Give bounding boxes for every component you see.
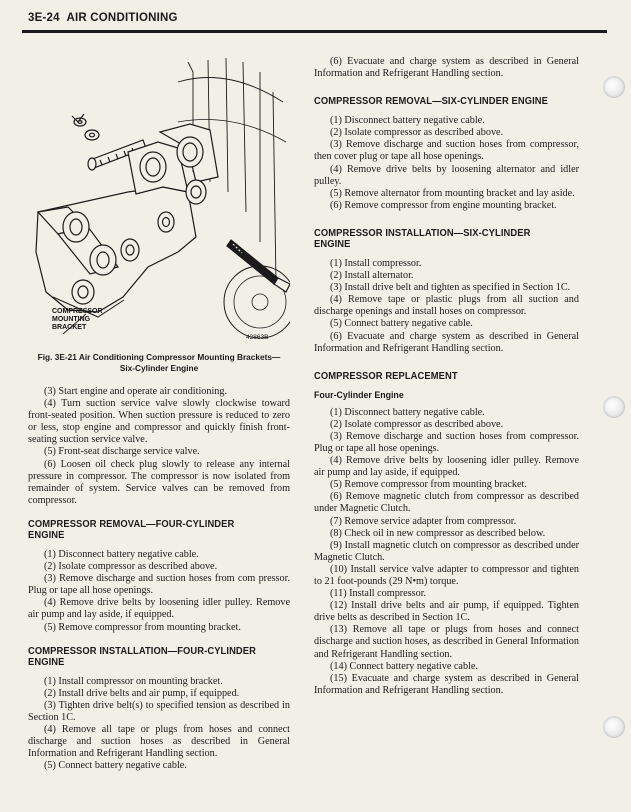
paragraph: (6) Evacuate and charge system as described in General Information and Refrigerant Handling section. [314,56,579,80]
step: (1) Install compressor. [330,257,422,269]
step: (4) Remove drive belts by loosening alternator and idler pulley. [314,163,579,187]
step: (14) Connect battery negative cable. [330,660,478,672]
paragraph: (4) Turn suction service valve slowly clockwise toward front-seated position. When suction pressure is reduced to zero or less, stop engine and compressor and quickly finish front-seating suction service valve. [28,398,290,446]
step: (10) Install service valve adapter to compressor and tighten to 21 foot-pounds (29 N•m) torque. [314,563,579,587]
step: (4) Remove drive belts by loosening idler pulley. Remove air pump and lay aside, if equipped. [314,455,579,479]
subsection-heading: Four-Cylinder Engine [314,389,404,401]
section-heading: COMPRESSOR REPLACEMENT [314,370,458,382]
step: (5) Connect battery negative cable. [330,318,473,330]
binder-hole-icon [603,716,625,738]
step: (2) Install alternator. [330,270,414,282]
step: (15) Evacuate and charge system as described in General Information and Refrigerant Handling section. [314,672,579,696]
right-column [314,56,579,697]
step: (6) Remove compressor from engine mounting bracket. [330,199,557,211]
bracket-illustration-icon [28,52,290,344]
step: (13) Remove all tape or plugs from hoses and connect discharge and suction hoses, as described in General Information and Refrigerant Handling section. [314,624,579,660]
step: (2) Isolate compressor as described above. [330,127,504,139]
step: (4) Remove drive belts by loosening idler pulley. Remove air pump and lay aside, if equipped. [28,597,290,621]
step: (4) Remove tape or plastic plugs from all suction and discharge openings and install hoses on compressor. [314,294,579,318]
header-text: 3E-24 AIR CONDITIONING [28,12,178,24]
step: (1) Disconnect battery negative cable. [330,115,485,127]
section-heading: COMPRESSOR INSTALLATION—SIX-CYLINDER ENGINE [314,227,531,250]
binder-hole-icon [603,76,625,98]
step: (3) Install drive belt and tighten as specified in Section 1C. [330,282,571,294]
section-heading: COMPRESSOR REMOVAL—SIX-CYLINDER ENGINE [314,96,549,108]
compressor-bracket-label: COMPRESSOR MOUNTING BRACKET [52,308,103,331]
step: (2) Install drive belts and air pump, if equipped. [44,687,240,699]
step: (5) Connect battery negative cable. [44,760,187,772]
step: (2) Isolate compressor as described above. [330,418,504,430]
step: (11) Install compressor. [330,588,427,600]
step: (7) Remove service adapter from compressor. [330,515,517,527]
step: (4) Remove all tape or plugs from hoses and connect discharge and suction hoses as described in General Information and Refrigerant Handling section. [28,723,290,760]
paragraph: (6) Loosen oil check plug slowly to release any internal pressure in compressor. The compressor is now isolated from remainder of system. Service valves can be removed from compressor. [28,458,290,506]
step: (2) Isolate compressor as described above. [44,561,218,573]
step: (5) Remove compressor from mounting bracket. [330,479,527,491]
page-header [22,8,607,33]
paragraph: (5) Front-seat discharge service valve. [44,446,200,458]
section-heading: COMPRESSOR REMOVAL—FOUR-CYLINDER ENGINE [28,518,235,541]
step: (3) Tighten drive belt(s) to specified tension as described in Section 1C. [28,699,290,723]
step: (6) Remove magnetic clutch from compressor as described under Magnetic Clutch. [314,491,579,515]
step: (6) Evacuate and charge system as described in General Information and Refrigerant Handling section. [314,330,579,354]
paragraph: (3) Start engine and operate air conditioning. [44,386,228,397]
step: (3) Remove discharge and suction hoses from com pressor. Plug or tape all hose openings. [28,573,290,597]
step: (3) Remove discharge and suction hoses from compressor. Plug or tape all hose openings. [314,430,579,454]
section-heading: COMPRESSOR INSTALLATION—FOUR-CYLINDER ENGINE [28,645,257,668]
step: (5) Remove compressor from mounting bracket. [44,621,241,633]
step: (1) Disconnect battery negative cable. [44,548,199,560]
step: (8) Check oil in new compressor as described below. [330,527,546,539]
step: (3) Remove discharge and suction hoses from compressor, then cover plug or tape all hose openings. [314,139,579,163]
figure-code: 42863B [246,334,269,341]
figure-caption: Fig. 3E-21 Air Conditioning Compressor Mounting Brackets— Six-Cylinder Engine [37,352,281,373]
step: (5) Remove alternator from mounting bracket and lay aside. [330,187,575,199]
step: (1) Install compressor on mounting bracket. [44,675,223,687]
left-column [28,52,290,772]
figure-3e-21 [28,52,290,344]
step: (12) Install drive belts and air pump, if equipped. Tighten drive belts as described in Section 1C. [314,600,579,624]
isolation-steps-continued [28,386,290,507]
step: (9) Install magnetic clutch on compressor as described under Magnetic Clutch. [314,539,579,563]
step: (1) Disconnect battery negative cable. [330,406,485,418]
binder-hole-icon [603,396,625,418]
